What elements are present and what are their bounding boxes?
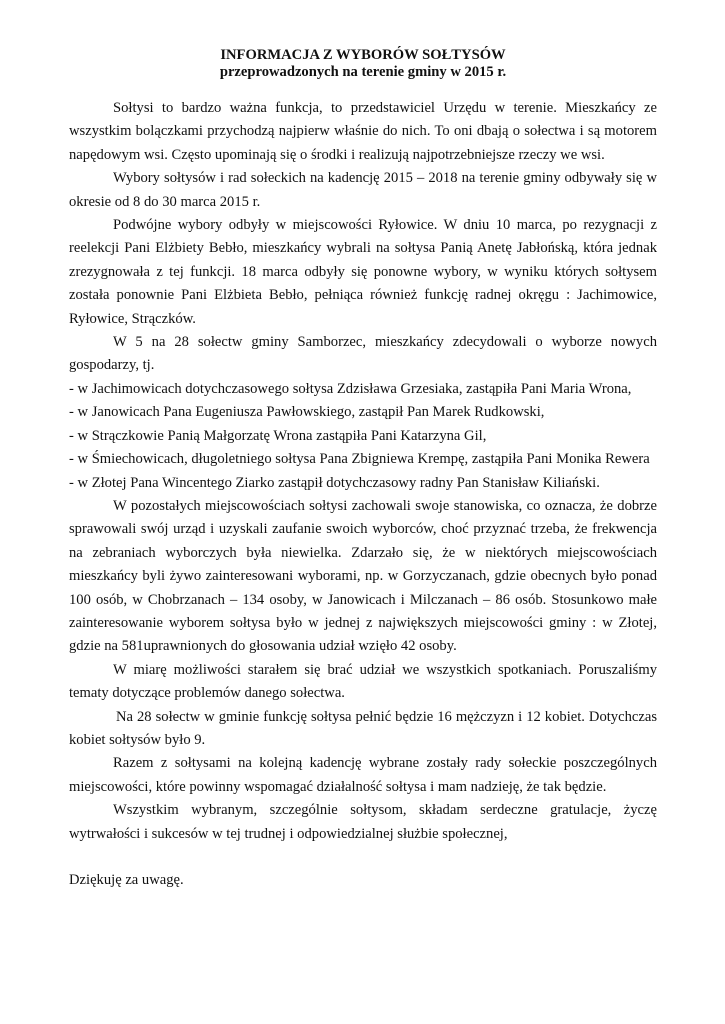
paragraph-new-leaders: W 5 na 28 sołectw gminy Samborzec, mieszkańcy zdecydowali o wyborze nowych gospodarzy, tj. [69, 334, 657, 374]
paragraph-gender-stats: Na 28 sołectw w gminie funkcję sołtysa pełnić będzie 16 mężczyzn i 12 kobiet. Dotychczas kobiet sołtysów było 9. [69, 708, 657, 748]
list-item: - w Złotej Pana Wincentego Ziarko zastąpił dotychczasowy radny Pan Stanisław Kiliański. [69, 474, 600, 491]
list-item: - w Janowicach Pana Eugeniusza Pawłowskiego, zastąpił Pan Marek Rudkowski, [69, 404, 545, 421]
closing-line: Dziękuję za uwagę. [69, 872, 184, 889]
paragraph-rylowice: Podwójne wybory odbyły w miejscowości Ryłowice. W dniu 10 marca, po rezygnacji z reelekcji Pani Elżbiety Bebło, mieszkańcy wybrali na sołtysa Panią Anetę Jabłońską, która jednak zrezygnowała z tej funkcji. 18 marca odbyły się ponowne wybory, w wyniku których sołtysem została ponownie Pani Elżbieta Bebło, pełniąca również funkcję radnej okręgu : Jachimowice, Ryłowice, Strączków. [69, 217, 657, 327]
list-item: - w Jachimowicach dotychczasowego sołtysa Zdzisława Grzesiaka, zastąpiła Pani Maria Wrona, [69, 380, 632, 397]
paragraph-turnout: W pozostałych miejscowościach sołtysi zachowali swoje stanowiska, co oznacza, że dobrze sprawowali swój urząd i uzyskali zaufanie swoich wyborców, choć przyznać trzeba, że frekwencja na zebraniach wyborczych była niewielka. Zdarzało się, że w niektórych miejscowościach mieszkańcy byli żywo zainteresowani wyborami, np. w Gorzyczanach, gdzie obecnych było ponad 100 osób, w Chobrzanach – 134 osoby, w Janowicach i Milczanach – 86 osób. Stosunkowo małe zainteresowanie wyborem sołtysa było w jednej z największych miejscowości gminy : w Złotej, gdzie na 581uprawnionych do głosowania udział wzięło 42 osoby. [69, 497, 657, 655]
document-title: INFORMACJA Z WYBORÓW SOŁTYSÓW [220, 47, 506, 63]
spacer [69, 846, 657, 869]
paragraph-intro: Sołtysi to bardzo ważna funkcja, to przedstawiciel Urzędu w terenie. Mieszkańcy ze wszystkim bolączkami przychodzą najpierw właśnie do nich. To oni dbają o sołectwa i są motorem napędowym wsi. Często upominają się o środki i realizują najpotrzebniejsze rzeczy we wsi. [69, 100, 657, 163]
paragraph-congratulations: Wszystkim wybranym, szczególnie sołtysom, składam serdeczne gratulacje, życzę wytrwałości i sukcesów w tej trudnej i odpowiedzialnej służbie społecznej, [69, 802, 657, 842]
changes-list [69, 378, 657, 495]
paragraph-councils: Razem z sołtysami na kolejną kadencję wybrane zostały rady sołeckie poszczególnych miejscowości, które powinny wspomagać działalność sołtysa i mam nadzieję, że tak będzie. [69, 755, 657, 795]
list-item: - w Śmiechowicach, długoletniego sołtysa Pana Zbigniewa Krempę, zastąpiła Pani Monika Rewera [69, 451, 650, 468]
document-subtitle: przeprowadzonych na terenie gminy w 2015 r. [219, 64, 507, 80]
paragraph-election-period: Wybory sołtysów i rad sołeckich na kadencję 2015 – 2018 na terenie gminy odbywały się w okresie od 8 do 30 marca 2015 r. [69, 170, 657, 210]
list-item: - w Strączkowie Panią Małgorzatę Wrona zastąpiła Pani Katarzyna Gil, [69, 427, 487, 444]
document-page [69, 47, 657, 893]
paragraph-meetings: W miarę możliwości starałem się brać udział we wszystkich spotkaniach. Poruszaliśmy tematy dotyczące problemów danego sołectwa. [69, 661, 657, 702]
